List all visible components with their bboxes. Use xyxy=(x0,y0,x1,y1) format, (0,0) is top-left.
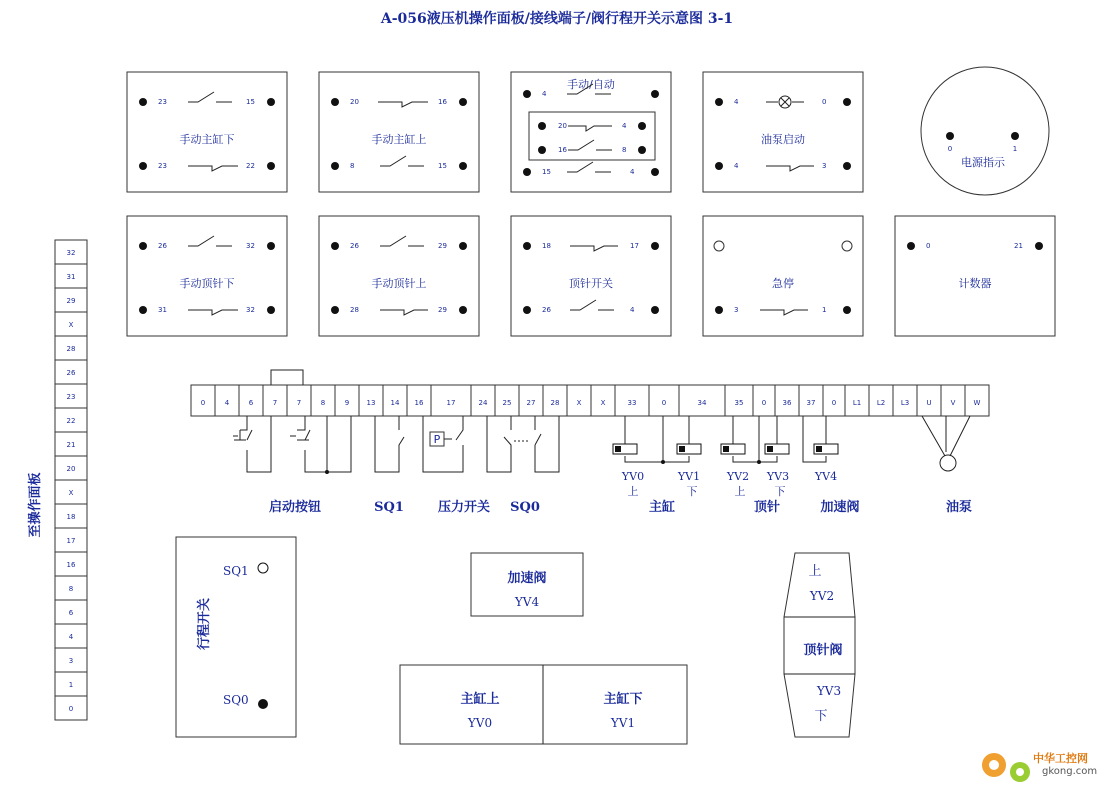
svg-text:15: 15 xyxy=(542,168,551,176)
side-terminal-label: 4 xyxy=(68,633,74,641)
accel-valve-box xyxy=(471,553,583,616)
terminal-label: 35 xyxy=(734,399,744,407)
svg-text:3: 3 xyxy=(822,162,827,170)
svg-text:YV0: YV0 xyxy=(621,470,645,483)
terminal-label: 16 xyxy=(414,399,424,407)
terminal-label: L3 xyxy=(900,399,910,407)
terminal-label: 0 xyxy=(200,399,206,407)
panel-pump-start xyxy=(703,72,863,192)
watermark-logo xyxy=(982,751,1097,782)
side-terminal-label: 18 xyxy=(66,513,76,521)
svg-text:4: 4 xyxy=(622,122,627,130)
side-terminal-label: 3 xyxy=(68,657,74,665)
side-terminal-label: 22 xyxy=(66,417,76,425)
panel-label: 手动主缸下 xyxy=(179,133,235,146)
svg-text:18: 18 xyxy=(542,242,551,250)
terminal-label: 28 xyxy=(550,399,560,407)
side-terminal-label: 21 xyxy=(66,441,76,449)
side-terminal-label: 0 xyxy=(68,705,74,713)
svg-text:手动顶针上: 手动顶针上 xyxy=(371,277,427,290)
svg-text:4: 4 xyxy=(630,168,635,176)
ejector-valve-shape xyxy=(784,553,855,737)
main-cylinder-valve-box xyxy=(400,665,687,744)
terminal-label: 13 xyxy=(366,399,376,407)
side-terminal-label: 16 xyxy=(66,561,76,569)
svg-text:急停: 急停 xyxy=(772,277,794,290)
svg-text:8: 8 xyxy=(622,146,627,154)
svg-text:手动/自动: 手动/自动 xyxy=(567,78,615,91)
svg-text:顶针: 顶针 xyxy=(753,500,781,515)
svg-text:8: 8 xyxy=(350,162,355,170)
svg-text:0: 0 xyxy=(947,145,953,153)
terminal-label: 25 xyxy=(502,399,512,407)
terminal-label: 9 xyxy=(344,399,350,407)
terminal-label: 34 xyxy=(697,399,707,407)
terminal-label: 37 xyxy=(806,399,816,407)
valve-labels xyxy=(621,470,837,498)
panel-emergency-stop xyxy=(703,216,863,336)
svg-text:中华工控网: 中华工控网 xyxy=(1033,752,1088,765)
svg-text:油泵启动: 油泵启动 xyxy=(761,133,805,146)
side-strip-title: 至操作面板 xyxy=(28,472,43,538)
svg-text:下: 下 xyxy=(814,709,828,724)
svg-text:油泵: 油泵 xyxy=(945,500,973,515)
side-terminal-label: X xyxy=(68,489,74,497)
svg-text:1: 1 xyxy=(822,306,827,314)
terminal-label: 24 xyxy=(478,399,488,407)
panel-manual-main-down xyxy=(127,72,287,192)
terminal-label: X xyxy=(600,399,606,407)
svg-text:压力开关: 压力开关 xyxy=(437,500,491,515)
svg-text:28: 28 xyxy=(350,306,359,314)
svg-text:23: 23 xyxy=(158,162,167,170)
terminal-label: 6 xyxy=(248,399,254,407)
terminal-label: W xyxy=(973,399,981,407)
side-terminal-label: 26 xyxy=(66,369,76,377)
panel-manual-ejector-down xyxy=(127,216,287,336)
svg-text:SQ0: SQ0 xyxy=(510,500,540,515)
terminal-label: 27 xyxy=(526,399,536,407)
panel-manual-main-up xyxy=(319,72,479,192)
svg-text:YV0: YV0 xyxy=(467,716,493,730)
svg-text:17: 17 xyxy=(630,242,639,250)
side-terminal-label: 32 xyxy=(66,249,76,257)
svg-text:3: 3 xyxy=(734,306,739,314)
terminal-label: 4 xyxy=(224,399,230,407)
svg-text:20: 20 xyxy=(350,98,359,106)
svg-text:启动按钮: 启动按钮 xyxy=(268,500,322,515)
svg-text:上: 上 xyxy=(734,485,746,498)
svg-text:26: 26 xyxy=(542,306,551,314)
group-labels xyxy=(269,499,972,515)
side-terminal-label: 6 xyxy=(68,609,74,617)
terminal-label: 17 xyxy=(446,399,456,407)
svg-text:YV4: YV4 xyxy=(814,470,838,483)
svg-text:下: 下 xyxy=(686,485,698,498)
svg-text:手动主缸上: 手动主缸上 xyxy=(371,133,427,146)
side-terminal-strip xyxy=(55,240,87,720)
svg-text:YV2: YV2 xyxy=(726,470,750,483)
panel-manual-ejector-up xyxy=(319,216,479,336)
svg-text:YV1: YV1 xyxy=(677,470,701,483)
panel-power-indicator xyxy=(921,67,1049,195)
svg-text:15: 15 xyxy=(438,162,447,170)
svg-text:21: 21 xyxy=(1014,242,1023,250)
svg-text:4: 4 xyxy=(734,162,739,170)
svg-text:上: 上 xyxy=(627,485,639,498)
svg-text:29: 29 xyxy=(438,306,447,314)
panel-manual-auto xyxy=(511,72,671,192)
svg-text:手动顶针下: 手动顶针下 xyxy=(179,277,235,290)
terminal-label: X xyxy=(576,399,582,407)
svg-text:加速阀: 加速阀 xyxy=(507,571,547,586)
side-terminal-label: 29 xyxy=(66,297,76,305)
svg-text:gkong.com: gkong.com xyxy=(1042,766,1098,777)
svg-text:31: 31 xyxy=(158,306,167,314)
svg-text:4: 4 xyxy=(630,306,635,314)
svg-text:电源指示: 电源指示 xyxy=(961,156,1005,169)
svg-text:P: P xyxy=(433,433,441,446)
svg-text:YV1: YV1 xyxy=(610,716,636,730)
terminal-label: 0 xyxy=(761,399,767,407)
svg-text:SQ1: SQ1 xyxy=(223,564,249,578)
svg-text:22: 22 xyxy=(246,162,255,170)
svg-text:0: 0 xyxy=(926,242,931,250)
svg-text:0: 0 xyxy=(822,98,827,106)
svg-text:26: 26 xyxy=(158,242,167,250)
svg-text:16: 16 xyxy=(438,98,447,106)
svg-text:主缸下: 主缸下 xyxy=(603,692,643,707)
terminal-label: 14 xyxy=(390,399,400,407)
side-terminal-label: 23 xyxy=(66,393,76,401)
panel-ejector-switch xyxy=(511,216,671,336)
svg-text:YV3: YV3 xyxy=(816,684,842,698)
svg-text:15: 15 xyxy=(246,98,255,106)
svg-text:SQ1: SQ1 xyxy=(374,500,404,515)
terminal-strip xyxy=(191,385,989,416)
svg-text:16: 16 xyxy=(558,146,567,154)
terminal-label: V xyxy=(950,399,956,407)
svg-text:32: 32 xyxy=(246,242,255,250)
side-terminal-label: 1 xyxy=(68,681,74,689)
terminal-label: 0 xyxy=(661,399,667,407)
terminal-label: 7 xyxy=(296,399,302,407)
side-terminal-label: X xyxy=(68,321,74,329)
svg-text:加速阀: 加速阀 xyxy=(820,500,860,515)
svg-text:26: 26 xyxy=(350,242,359,250)
svg-text:29: 29 xyxy=(438,242,447,250)
svg-text:顶针开关: 顶针开关 xyxy=(569,277,613,290)
svg-text:23: 23 xyxy=(158,98,167,106)
svg-text:YV3: YV3 xyxy=(766,470,790,483)
terminal-label: L1 xyxy=(852,399,862,407)
side-terminal-label: 17 xyxy=(66,537,76,545)
travel-switch-box xyxy=(176,537,296,737)
svg-text:上: 上 xyxy=(808,564,822,579)
svg-text:顶针阀: 顶针阀 xyxy=(803,643,843,658)
side-terminal-label: 20 xyxy=(66,465,76,473)
diagram-title: A-056液压机操作面板/接线端子/阀行程开关示意图 3-1 xyxy=(380,11,734,27)
side-terminal-label: 31 xyxy=(66,273,76,281)
svg-text:YV4: YV4 xyxy=(514,595,540,609)
terminal-label: 0 xyxy=(831,399,837,407)
svg-text:YV2: YV2 xyxy=(809,589,835,603)
svg-text:主缸: 主缸 xyxy=(648,500,676,515)
svg-text:行程开关: 行程开关 xyxy=(197,597,212,651)
svg-text:4: 4 xyxy=(542,90,547,98)
side-terminal-label: 8 xyxy=(68,585,74,593)
terminal-label: 7 xyxy=(272,399,278,407)
terminal-label: 36 xyxy=(782,399,792,407)
svg-text:32: 32 xyxy=(246,306,255,314)
terminal-label: L2 xyxy=(876,399,886,407)
terminal-label: U xyxy=(926,399,932,407)
svg-text:计数器: 计数器 xyxy=(958,277,992,290)
svg-text:下: 下 xyxy=(774,485,786,498)
svg-text:SQ0: SQ0 xyxy=(223,693,249,707)
terminal-label: 33 xyxy=(627,399,637,407)
panel-counter xyxy=(895,216,1055,336)
svg-text:1: 1 xyxy=(1012,145,1018,153)
svg-text:4: 4 xyxy=(734,98,739,106)
svg-text:主缸上: 主缸上 xyxy=(460,692,500,707)
side-terminal-label: 28 xyxy=(66,345,76,353)
terminal-label: 8 xyxy=(320,399,326,407)
svg-text:20: 20 xyxy=(558,122,567,130)
